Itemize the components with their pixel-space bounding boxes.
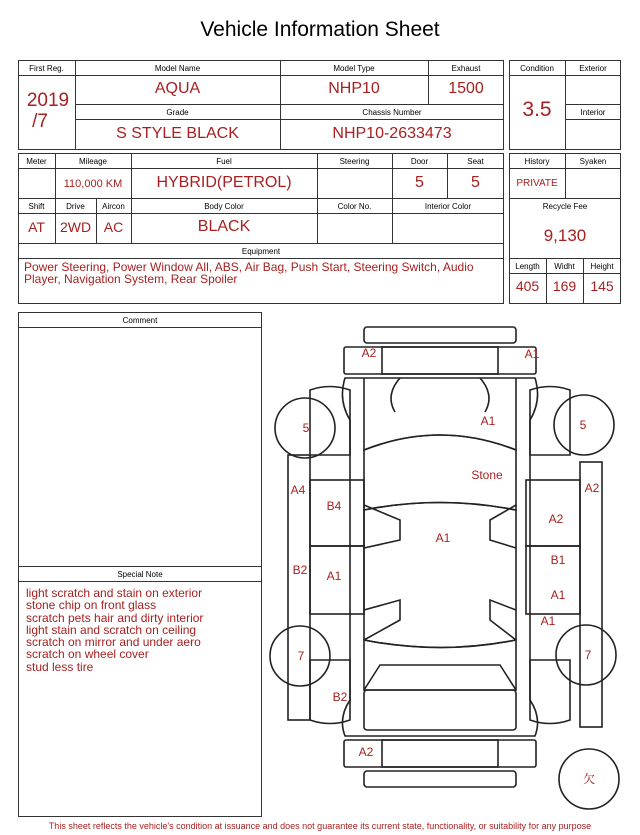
- exhaust-value: 1500: [448, 80, 484, 97]
- disclaimer-footer: This sheet reflects the vehicle's condition at issuance and does not guarantee its current state, functionality, or suitability for any purpose: [48, 821, 592, 831]
- mark-left-rear-quarter: B2: [292, 563, 308, 577]
- special-note-item: light stain and scratch on ceiling: [26, 622, 197, 637]
- car-damage-diagram: [268, 318, 628, 818]
- condition-score: 3.5: [522, 98, 552, 121]
- first-reg-month: /7: [32, 111, 48, 132]
- mark-tire-rear-left: 7: [297, 649, 305, 663]
- mark-front-glass: Stone: [471, 468, 503, 482]
- recycle-fee-value: 9,130: [543, 226, 587, 245]
- first-reg-year: 2019: [26, 90, 70, 111]
- door-value: 5: [415, 174, 424, 191]
- height-value: 145: [590, 278, 614, 294]
- body-color-label: Body Color: [204, 202, 244, 211]
- model-type-label: Model Type: [333, 64, 375, 73]
- exterior-label: Exterior: [579, 64, 607, 73]
- length-label: Length: [515, 262, 540, 271]
- shift-value: AT: [28, 219, 45, 235]
- color-no-label: Color No.: [337, 202, 372, 211]
- mark-spare-tire: 欠: [582, 772, 596, 786]
- aircon-value: AC: [103, 219, 124, 235]
- width-label: Widht: [554, 262, 575, 271]
- mark-front-bumper-right: A1: [524, 347, 540, 361]
- mark-right-rear-door-lower: A1: [550, 588, 566, 602]
- condition-label: Condition: [520, 64, 554, 73]
- syaken-label: Syaken: [579, 157, 607, 166]
- mark-right-front-fender: A2: [584, 481, 600, 495]
- mark-left-front-fender: A4: [290, 483, 306, 497]
- seat-value: 5: [471, 174, 480, 191]
- meter-label: Meter: [26, 157, 47, 166]
- special-note-label: Special Note: [117, 570, 163, 579]
- special-note-item: scratch on mirror and under aero: [26, 635, 201, 650]
- special-note-list: [26, 587, 203, 673]
- door-label: Door: [410, 157, 429, 166]
- fuel-label: Fuel: [216, 157, 232, 166]
- special-note-item: scratch on wheel cover: [26, 647, 149, 662]
- first-reg-label: First Reg.: [29, 64, 64, 73]
- model-type-value: NHP10: [328, 80, 380, 97]
- special-note-item: light scratch and stain on exterior: [26, 586, 203, 600]
- model-name-label: Model Name: [154, 64, 201, 73]
- mark-tire-front-left: 5: [302, 421, 310, 435]
- drive-value: 2WD: [59, 219, 92, 235]
- mark-front-bumper-left: A2: [361, 346, 377, 360]
- seat-label: Seat: [467, 157, 484, 166]
- interior-color-label: Interior Color: [424, 202, 472, 211]
- grade-value: S STYLE BLACK: [116, 125, 239, 142]
- interior-label: Interior: [580, 108, 606, 117]
- mileage-value: 110,000 KM: [63, 178, 123, 190]
- history-value: PRIVATE: [516, 178, 558, 189]
- height-label: Height: [590, 262, 614, 271]
- equipment-label: Equipment: [241, 247, 281, 256]
- comment-label: Comment: [122, 316, 158, 325]
- mark-rear-bumper: A2: [358, 745, 374, 759]
- mark-right-rear-door-upper: B1: [550, 553, 566, 567]
- exhaust-label: Exhaust: [451, 64, 481, 73]
- model-name-value: AQUA: [154, 80, 201, 97]
- chassis-number-value: NHP10-2633473: [332, 125, 452, 142]
- grade-label: Grade: [166, 108, 189, 117]
- page-title: Vehicle Information Sheet: [200, 18, 440, 41]
- comment-panel: [18, 312, 262, 817]
- shift-label: Shift: [28, 202, 45, 211]
- mark-right-rear-quarter: A1: [540, 614, 556, 628]
- mark-left-rear-door: A1: [326, 569, 342, 583]
- length-value: 405: [515, 278, 540, 294]
- mark-rear-left: B2: [332, 690, 348, 704]
- mark-left-front-door: B4: [326, 499, 342, 513]
- mark-tire-rear-right: 7: [584, 648, 592, 662]
- width-value: 169: [552, 278, 577, 294]
- mark-right-front-door: A2: [548, 512, 564, 526]
- mark-tire-front-right: 5: [579, 418, 587, 432]
- aircon-label: Aircon: [102, 202, 125, 211]
- steering-label: Steering: [339, 157, 370, 166]
- mark-bonnet: A1: [480, 414, 496, 428]
- recycle-fee-label: Recycle Fee: [542, 202, 588, 211]
- special-note-item: scratch pets hair and dirty interior: [26, 610, 204, 625]
- mileage-label: Mileage: [78, 157, 107, 166]
- body-color-value: BLACK: [197, 218, 251, 235]
- special-note-item: stone chip on front glass: [26, 598, 157, 613]
- drive-label: Drive: [66, 202, 85, 211]
- history-label: History: [524, 157, 550, 166]
- special-note-item: stud less tire: [26, 659, 94, 674]
- mark-roof: A1: [435, 531, 451, 545]
- fuel-value: HYBRID(PETROL): [156, 174, 292, 191]
- equipment-list: Power Steering, Power Window All, ABS, Air Bag, Push Start, Steering Switch, Audio Player, Navigation System, Rear Spoiler: [24, 260, 474, 286]
- chassis-number-label: Chassis Number: [362, 108, 422, 117]
